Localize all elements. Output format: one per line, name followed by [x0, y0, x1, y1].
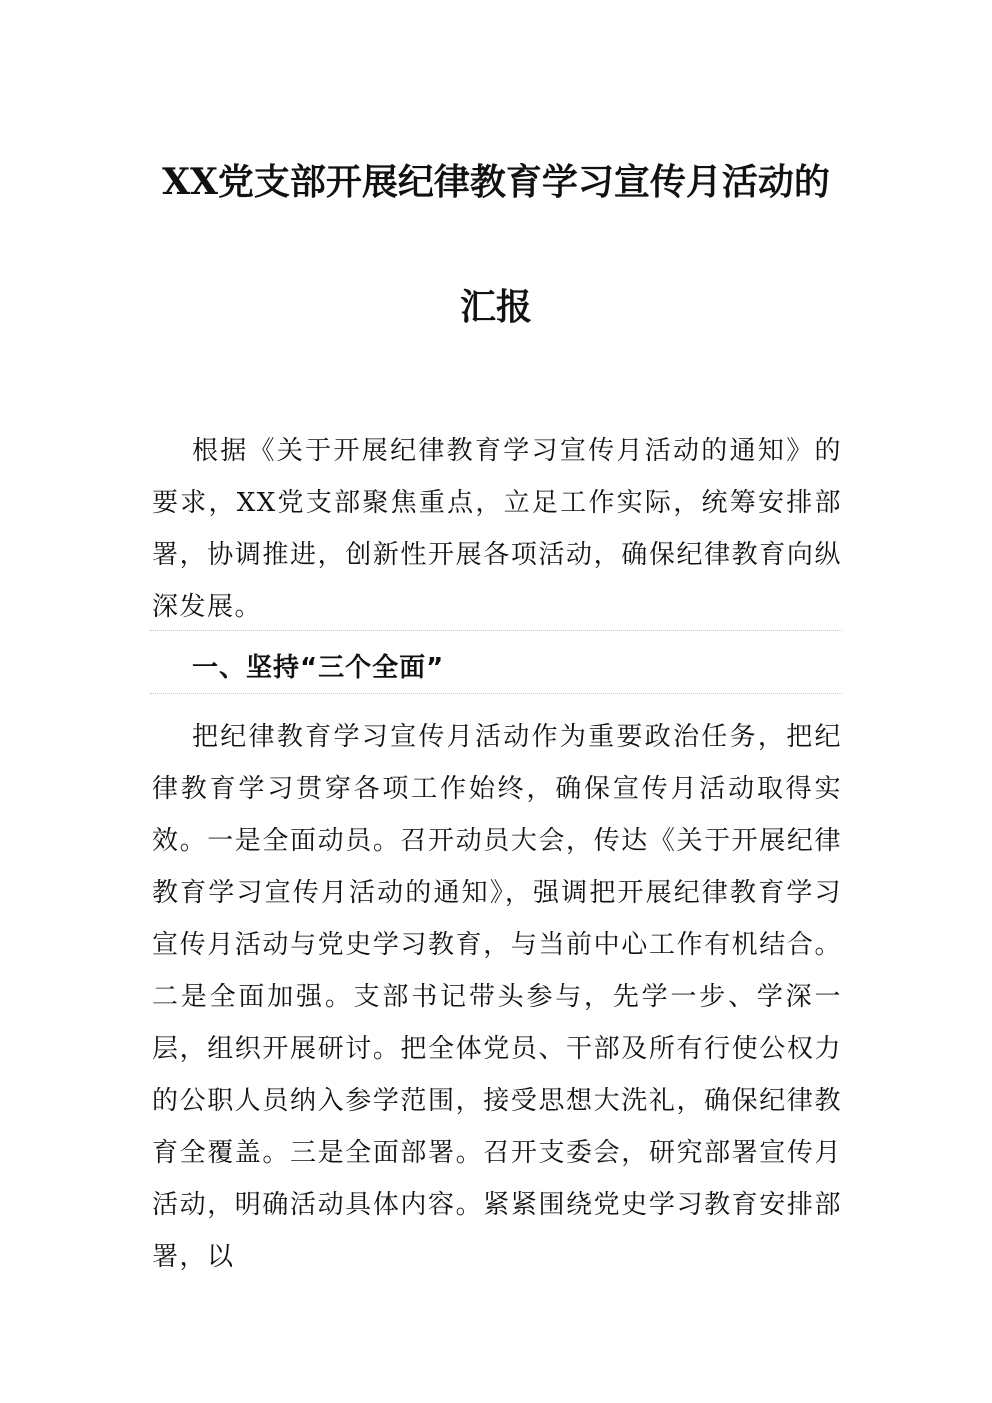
dotted-divider: [150, 630, 842, 631]
dotted-divider: [150, 693, 842, 694]
intro-paragraph: 根据《关于开展纪律教育学习宣传月活动的通知》的要求，XX党支部聚焦重点，立足工作实际，统筹安排部署，协调推进，创新性开展各项活动，确保纪律教育向纵深发展。: [152, 436, 842, 622]
document-title-line-1: XX党支部开展纪律教育学习宣传月活动的: [162, 161, 830, 203]
section-paragraph: 把纪律教育学习宣传月活动作为重要政治任务，把纪律教育学习贯穿各项工作始终，确保宣传月活动取得实效。一是全面动员。召开动员大会，传达《关于开展纪律教育学习宣传月活动的通知》，强调把开展纪律教育学习宣传月活动与党史学习教育，与当前中心工作有机结合。二是全面加强。支部书记带头参与，先学一步、学深一层，组织开展研讨。把全体党员、干部及所有行使公权力的公职人员纳入参学范围，接受思想大洗礼，确保纪律教育全覆盖。三是全面部署。召开支委会，研究部署宣传月活动，明确活动具体内容。紧紧围绕党史学习教育安排部署，以: [152, 722, 842, 1272]
document-title-line-2: 汇报: [459, 286, 532, 328]
section-heading: 一、坚持“三个全面”: [192, 653, 445, 683]
